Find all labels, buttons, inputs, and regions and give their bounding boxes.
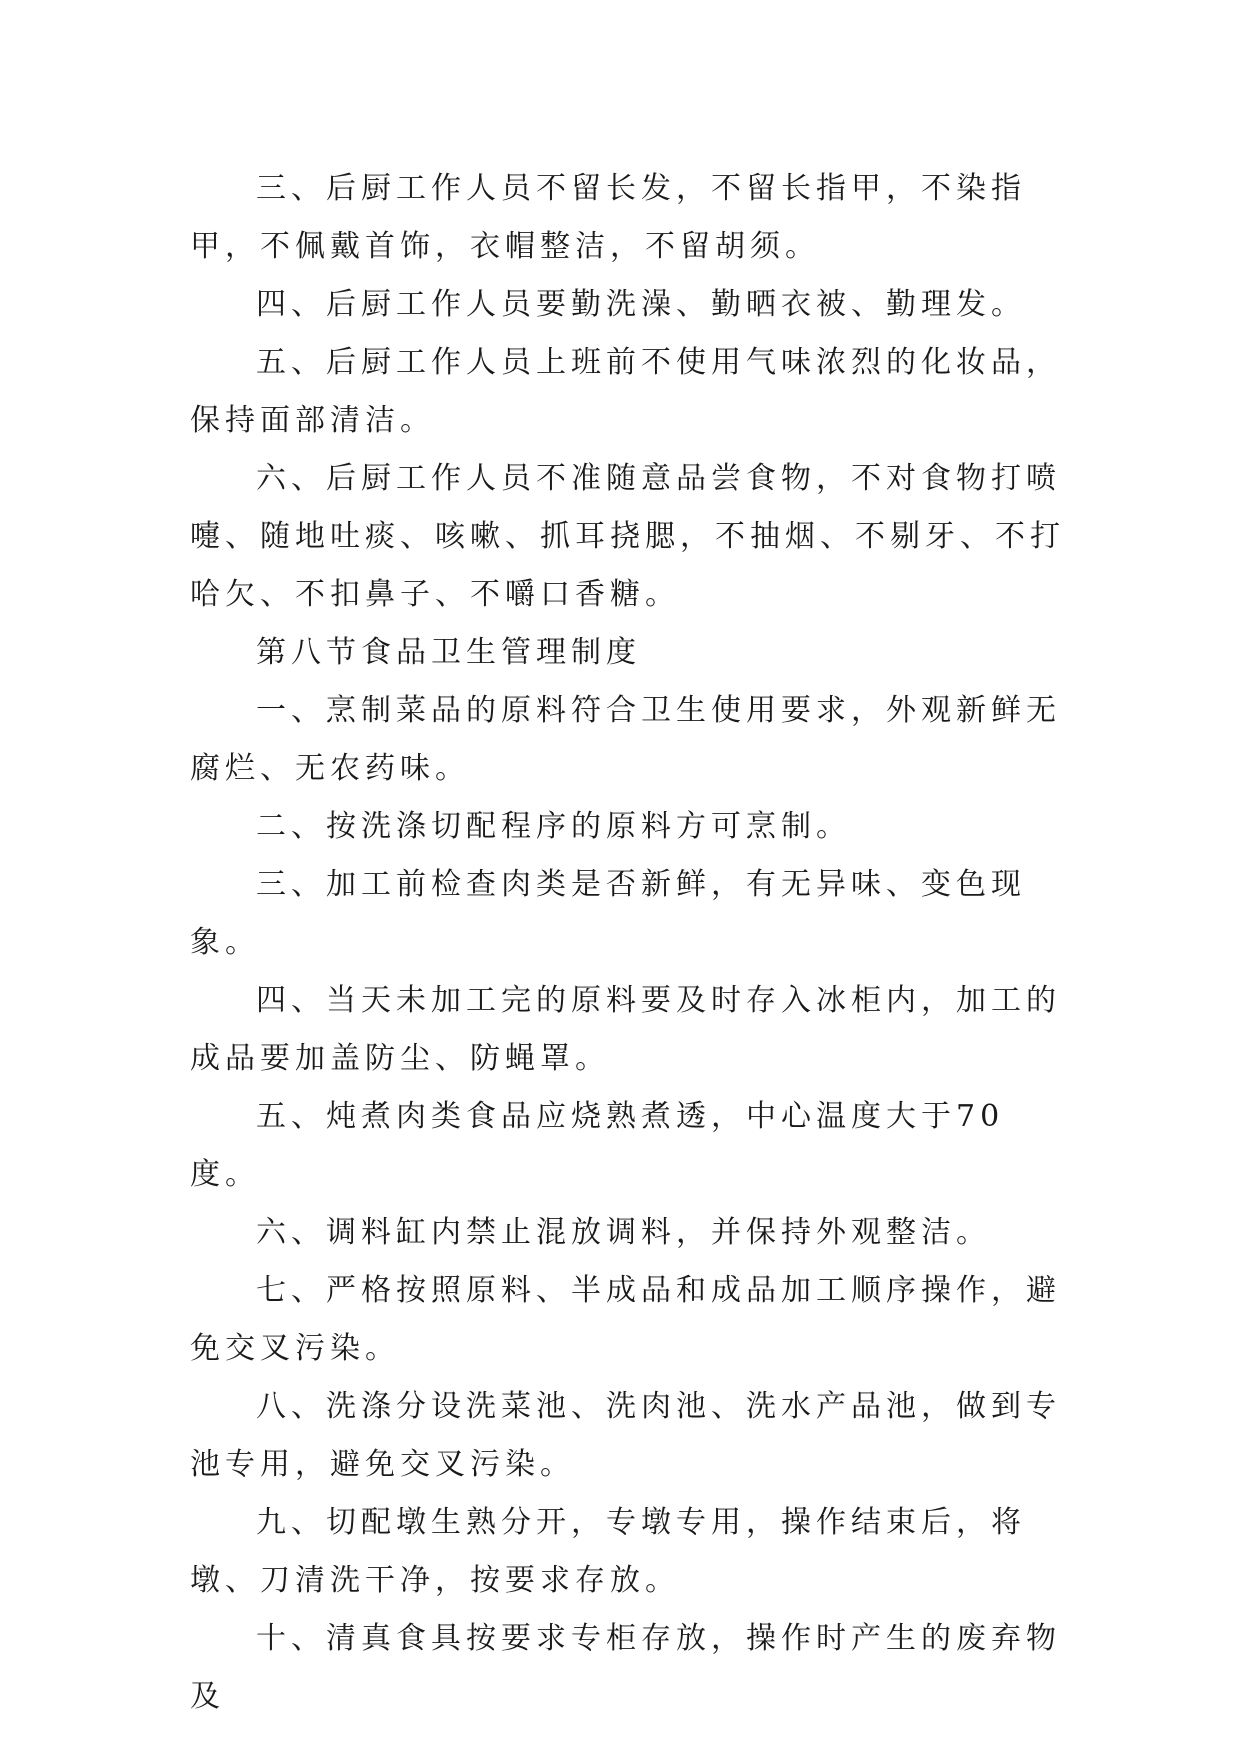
paragraph-food-rule-8: 八、洗涤分设洗菜池、洗肉池、洗水产品池，做到专池专用，避免交叉污染。 xyxy=(190,1389,1061,1482)
paragraph-food-rule-4: 四、当天未加工完的原料要及时存入冰柜内，加工的成品要加盖防尘、防蝇罩。 xyxy=(190,983,1061,1076)
paragraph-food-rule-3: 三、加工前检查肉类是否新鲜，有无异味、变色现象。 xyxy=(190,867,1026,960)
paragraph-rule-4: 四、后厨工作人员要勤洗澡、勤晒衣被、勤理发。 xyxy=(256,287,1026,322)
paragraph-food-rule-7: 七、严格按照原料、半成品和成品加工顺序操作，避免交叉污染。 xyxy=(190,1273,1061,1366)
section-heading: 第八节食品卫生管理制度 xyxy=(256,635,641,670)
paragraph-rule-5: 五、后厨工作人员上班前不使用气味浓烈的化妆品，保持面部清洁。 xyxy=(190,345,1061,438)
paragraph-food-rule-5: 五、炖煮肉类食品应烧熟煮透，中心温度大于70度。 xyxy=(190,1099,1005,1192)
paragraph-food-rule-10: 十、清真食具按要求专柜存放，操作时产生的废弃物及 xyxy=(190,1621,1061,1714)
document-body xyxy=(190,160,1070,1726)
paragraph-rule-6: 六、后厨工作人员不准随意品尝食物，不对食物打喷嚏、随地吐痰、咳嗽、抓耳挠腮，不抽烟、不剔牙、不打哈欠、不扣鼻子、不嚼口香糖。 xyxy=(190,461,1065,612)
paragraph-rule-3: 三、后厨工作人员不留长发，不留长指甲，不染指甲，不佩戴首饰，衣帽整洁，不留胡须。 xyxy=(190,171,1026,264)
paragraph-food-rule-2: 二、按洗涤切配程序的原料方可烹制。 xyxy=(256,809,851,844)
paragraph-food-rule-1: 一、烹制菜品的原料符合卫生使用要求，外观新鲜无腐烂、无农药味。 xyxy=(190,693,1061,786)
paragraph-food-rule-9: 九、切配墩生熟分开，专墩专用，操作结束后，将墩、刀清洗干净，按要求存放。 xyxy=(190,1505,1026,1598)
paragraph-food-rule-6: 六、调料缸内禁止混放调料，并保持外观整洁。 xyxy=(256,1215,991,1250)
